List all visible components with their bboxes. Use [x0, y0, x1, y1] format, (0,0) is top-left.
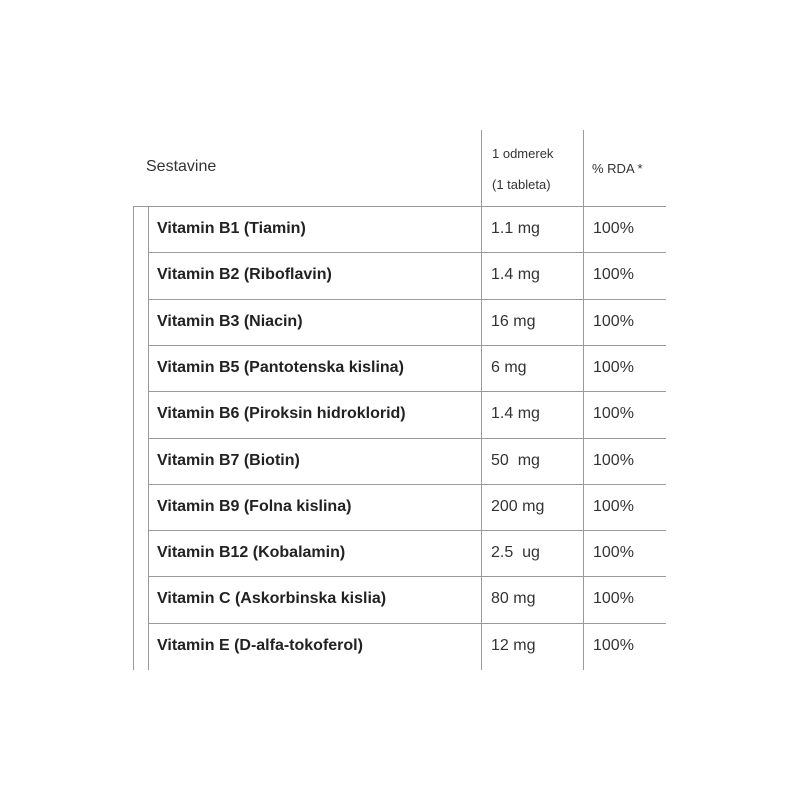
table-row-rda: 100%: [593, 405, 634, 423]
table-row-name: Vitamin B7 (Biotin): [157, 451, 300, 469]
body-left-border-outer: [133, 206, 134, 670]
header-divider-rda: [583, 130, 584, 207]
table-row-rda: 100%: [593, 220, 634, 237]
table-row-rda: 100%: [593, 358, 634, 376]
table-row-amount: 12 mg: [491, 636, 536, 654]
table-row-name: Vitamin B5 (Pantotenska kislina): [157, 358, 404, 376]
header-dose-line1: 1 odmerek: [492, 146, 554, 161]
table-row-rda: 100%: [593, 544, 634, 562]
table-row-amount: 1.4 mg: [491, 405, 540, 423]
table-row-rda: 100%: [593, 497, 634, 515]
table-row-rda: 100%: [593, 266, 634, 284]
row-divider: [148, 576, 666, 577]
row-divider: [148, 391, 666, 392]
table-row-name: Vitamin E (D-alfa-tokoferol): [157, 636, 363, 654]
table-row-rda: 100%: [593, 590, 634, 608]
table-row-name: Vitamin B12 (Kobalamin): [157, 544, 346, 562]
row-divider: [148, 252, 666, 253]
table-row-name: Vitamin B2 (Riboflavin): [157, 266, 332, 284]
table-row-amount: 2.5 ug: [491, 544, 540, 562]
table-row-name: Vitamin B3 (Niacin): [157, 312, 303, 330]
header-ingredients: Sestavine: [146, 158, 217, 175]
row-divider: [148, 623, 666, 624]
table-row-amount: 200 mg: [491, 497, 545, 515]
row-divider: [148, 530, 666, 531]
header-rda: % RDA *: [592, 161, 643, 176]
table-row-rda: 100%: [593, 312, 634, 330]
row-divider: [148, 345, 666, 346]
table-row-amount: 6 mg: [491, 358, 527, 376]
table-row-amount: 1.4 mg: [491, 266, 540, 284]
header-dose-line2: (1 tableta): [492, 177, 551, 192]
table-row-name: Vitamin C (Askorbinska kislia): [157, 590, 387, 608]
header-divider-dose: [481, 130, 482, 207]
table-row-amount: 80 mg: [491, 590, 536, 608]
table-row-rda: 100%: [593, 451, 634, 469]
table-row-name: Vitamin B6 (Piroksin hidroklorid): [157, 405, 406, 423]
table-row-rda: 100%: [593, 636, 634, 654]
row-divider: [148, 299, 666, 300]
table-row-name: Vitamin B9 (Folna kislina): [157, 497, 352, 515]
table-row-amount: 50 mg: [491, 451, 540, 469]
row-divider: [148, 484, 666, 485]
row-divider: [148, 438, 666, 439]
table-row-amount: 1.1 mg: [491, 220, 540, 237]
header-bottom-border: [133, 206, 666, 207]
table-row-name: Vitamin B1 (Tiamin): [157, 220, 306, 237]
table-row-amount: 16 mg: [491, 312, 536, 330]
